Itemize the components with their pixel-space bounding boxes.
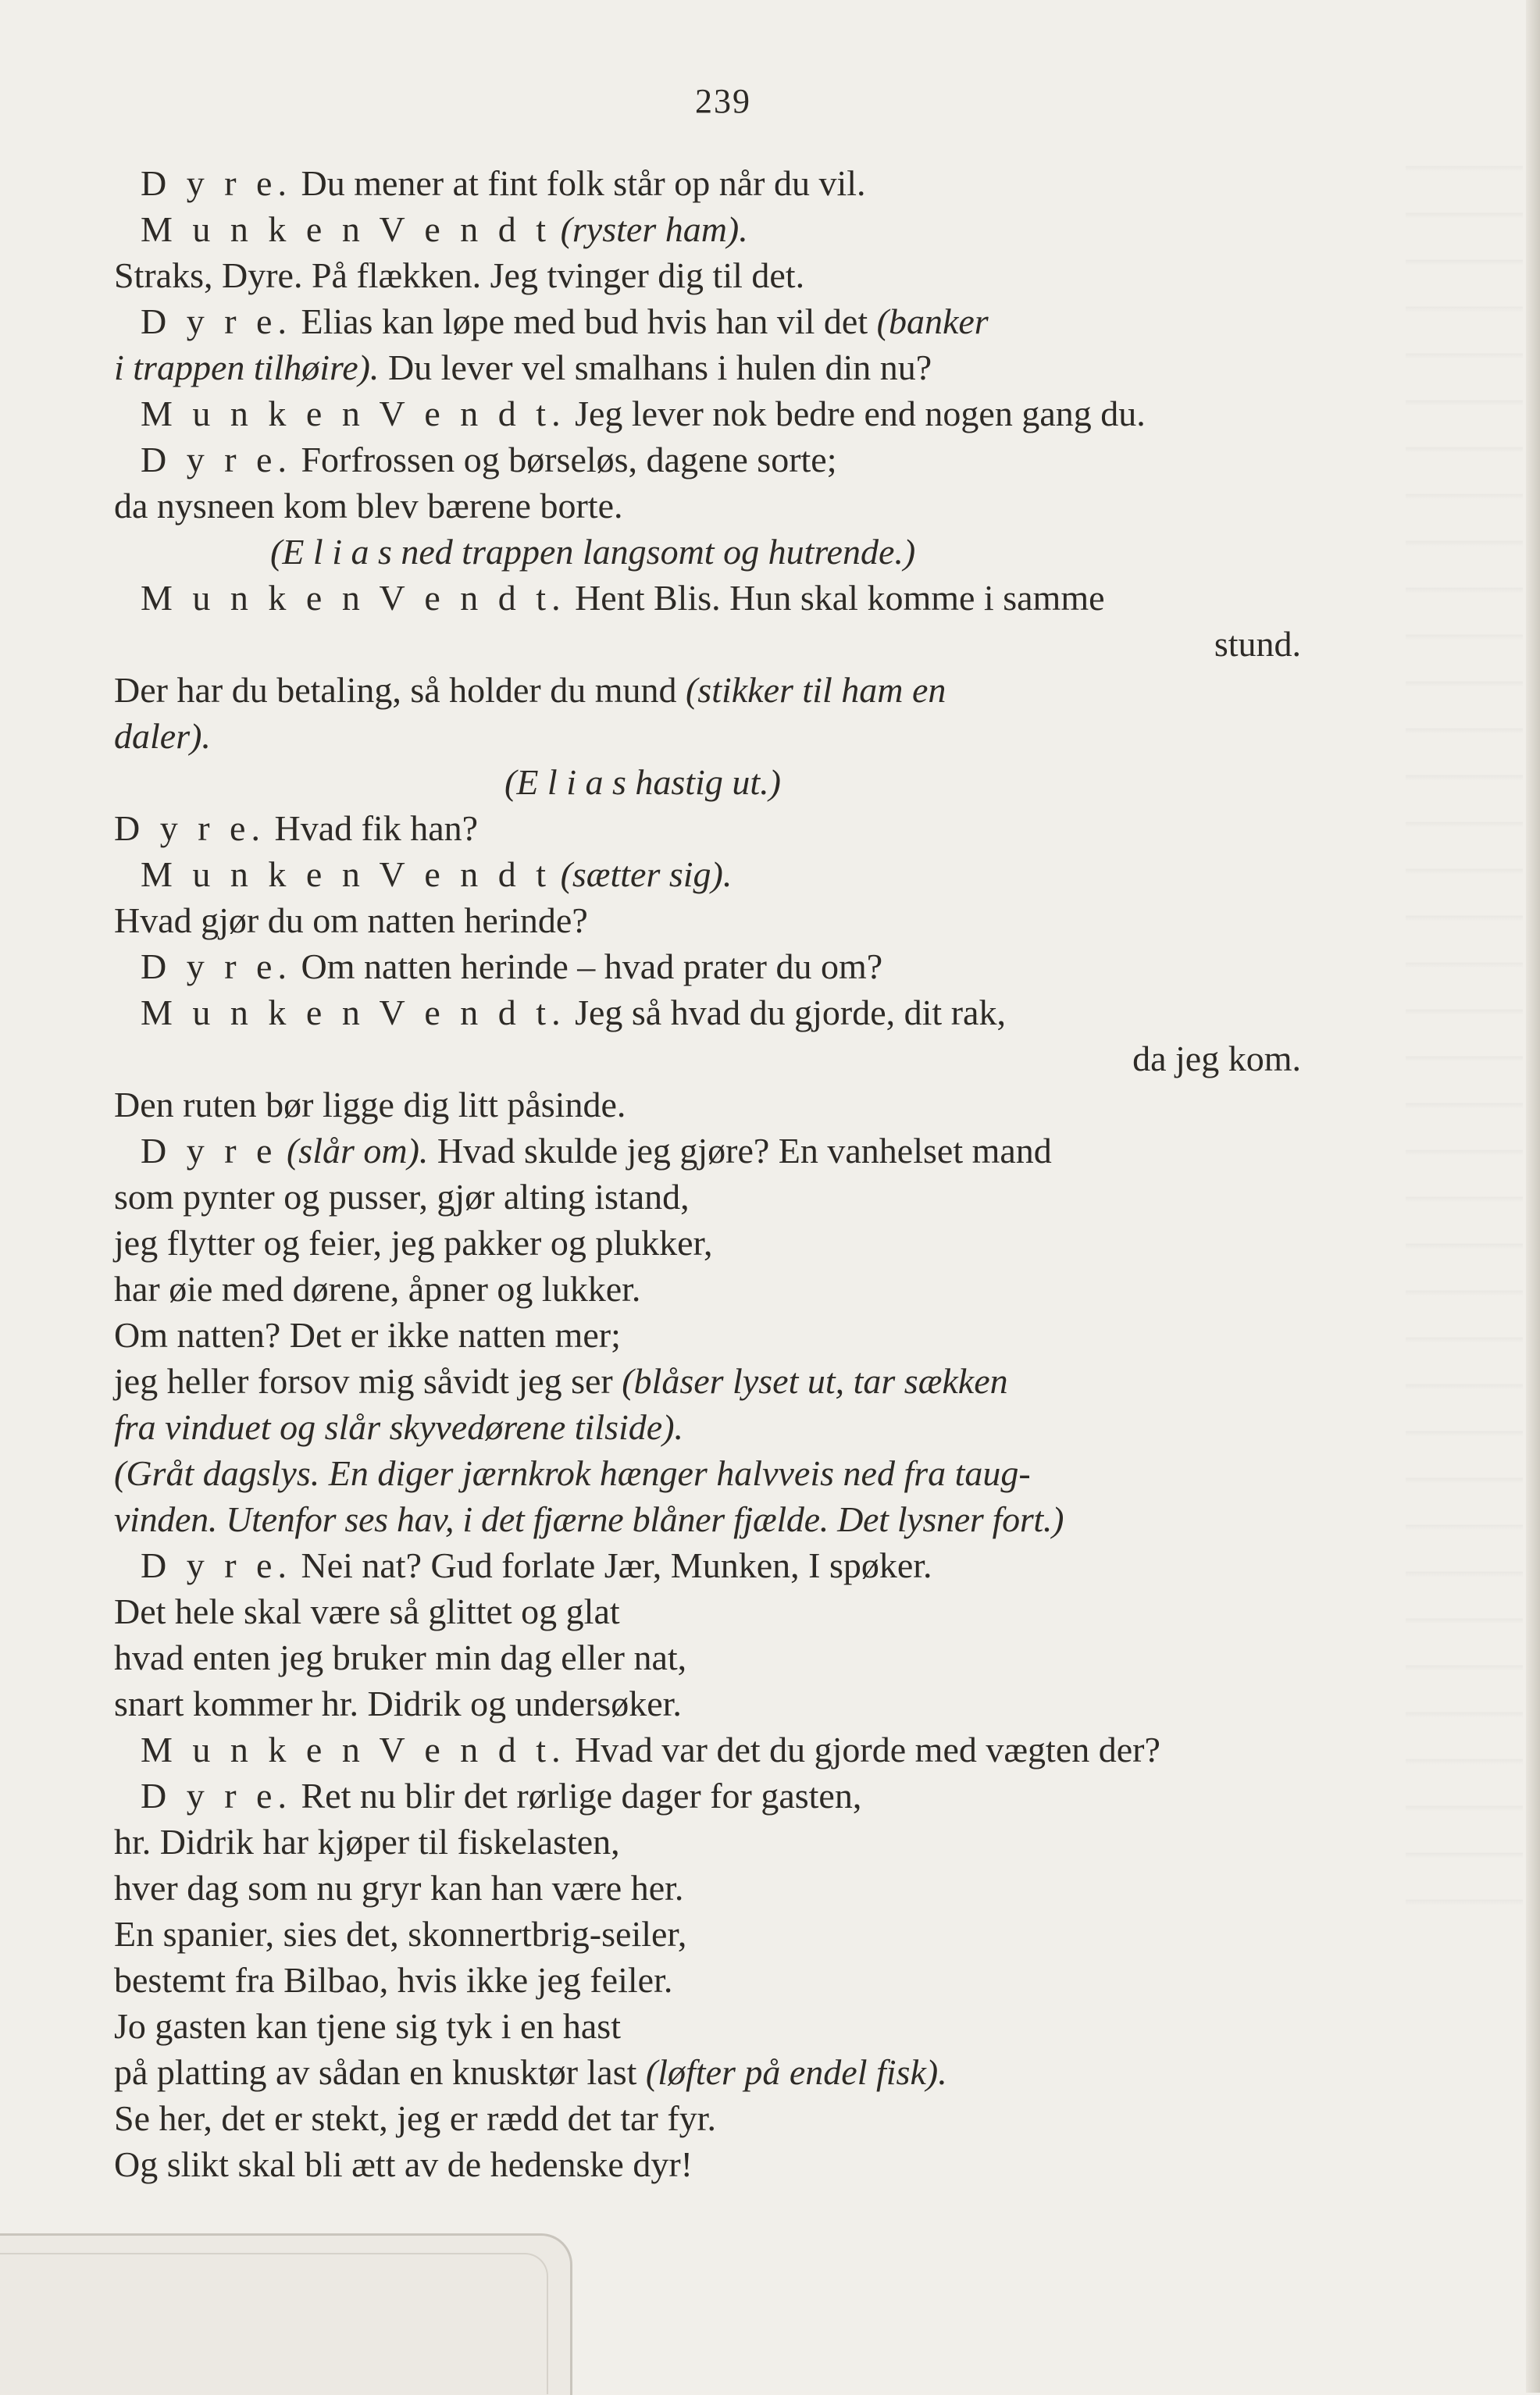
stage-direction: (løfter på endel fisk). bbox=[645, 2052, 947, 2092]
line-text bbox=[551, 209, 561, 249]
line-text: Du lever vel smalhans i hulen din nu? bbox=[379, 347, 932, 387]
stage-direction: i trappen tilhøire). bbox=[114, 347, 380, 387]
text-line bbox=[114, 1128, 1301, 1174]
text-line-right bbox=[114, 1035, 1301, 1082]
stage-direction: (stikker til ham en bbox=[685, 670, 946, 710]
line-text bbox=[277, 1131, 287, 1171]
text-line bbox=[114, 713, 1301, 759]
line-text: Og slikt skal bli ætt av de hedenske dyr! bbox=[114, 2144, 693, 2184]
line-text: En spanier, sies det, skonnertbrig-seiler, bbox=[114, 1914, 687, 1954]
stage-direction: (E l i a s hastig ut.) bbox=[504, 762, 781, 802]
play-text bbox=[114, 160, 1301, 2187]
text-line bbox=[114, 1496, 1301, 1542]
speaker-name: M u n k e n V e n d t. bbox=[141, 578, 566, 618]
speaker-name: M u n k e n V e n d t. bbox=[141, 1730, 566, 1770]
text-line bbox=[114, 206, 1301, 252]
line-text: Hvad fik han? bbox=[265, 808, 479, 848]
line-text: Jo gasten kan tjene sig tyk i en hast bbox=[114, 2006, 621, 2046]
stage-direction-line bbox=[114, 759, 1301, 805]
page-edge bbox=[1526, 0, 1540, 2393]
line-text: Om natten herinde – hvad prater du om? bbox=[291, 946, 883, 986]
text-line bbox=[114, 989, 1301, 1035]
text-line bbox=[114, 1680, 1301, 1727]
text-line bbox=[114, 1588, 1301, 1634]
line-text: Den ruten bør ligge dig litt påsinde. bbox=[114, 1085, 626, 1124]
text-line bbox=[114, 1266, 1301, 1312]
text-line bbox=[114, 1174, 1301, 1220]
text-line bbox=[114, 1957, 1301, 2003]
text-line bbox=[114, 1450, 1301, 1496]
text-line bbox=[114, 1634, 1301, 1680]
text-line bbox=[114, 1773, 1301, 1819]
line-text: som pynter og pusser, gjør alting istand, bbox=[114, 1177, 690, 1217]
line-text: snart kommer hr. Didrik og undersøker. bbox=[114, 1684, 682, 1723]
stage-direction: fra vinduet og slår skyvedørene tilside). bbox=[114, 1407, 684, 1447]
stage-direction: (Gråt dagslys. En diger jærnkrok hænger halvveis ned fra taug- bbox=[114, 1453, 1031, 1493]
line-text: jeg heller forsov mig såvidt jeg ser bbox=[114, 1361, 622, 1401]
text-line bbox=[114, 1865, 1301, 1911]
stage-direction-line bbox=[114, 529, 1301, 575]
text-line bbox=[114, 2049, 1301, 2095]
speaker-name: D y r e. bbox=[141, 163, 292, 203]
line-text: Jeg så hvad du gjorde, dit rak, bbox=[565, 993, 1006, 1032]
text-line bbox=[114, 943, 1301, 989]
speaker-name: D y r e. bbox=[141, 301, 292, 341]
line-text: Hent Blis. Hun skal komme i samme bbox=[565, 578, 1105, 618]
line-text: Se her, det er stekt, jeg er rædd det tar fyr. bbox=[114, 2098, 716, 2138]
line-text: på platting av sådan en knusktør last bbox=[114, 2052, 646, 2092]
text-line bbox=[114, 1220, 1301, 1266]
line-text: Nei nat? Gud forlate Jær, Munken, I spøker. bbox=[291, 1545, 932, 1585]
stage-direction: (E l i a s ned trappen langsomt og hutrende.) bbox=[270, 532, 916, 572]
text-line bbox=[114, 298, 1301, 344]
stage-direction: (blåser lyset ut, tar sækken bbox=[622, 1361, 1008, 1401]
stage-direction: (ryster ham). bbox=[560, 209, 748, 249]
text-line bbox=[114, 667, 1301, 713]
line-text: Jeg lever nok bedre end nogen gang du. bbox=[565, 394, 1146, 433]
line-text: stund. bbox=[1214, 624, 1301, 664]
text-line bbox=[114, 1404, 1301, 1450]
bleed-through bbox=[1406, 125, 1523, 1921]
line-text: hver dag som nu gryr kan han være her. bbox=[114, 1868, 684, 1908]
speaker-name: M u n k e n V e n d t. bbox=[141, 993, 566, 1032]
line-text: Straks, Dyre. På flækken. Jeg tvinger dig til det. bbox=[114, 255, 805, 295]
speaker-name: D y r e. bbox=[114, 808, 266, 848]
page-tab-inner-outline bbox=[0, 2253, 548, 2394]
text-line bbox=[114, 1358, 1301, 1404]
line-text: Du mener at fint folk står op når du vil. bbox=[291, 163, 866, 203]
text-line bbox=[114, 805, 1301, 851]
line-text: Der har du betaling, så holder du mund bbox=[114, 670, 686, 710]
line-text: jeg flytter og feier, jeg pakker og plukker, bbox=[114, 1223, 713, 1263]
text-line-right bbox=[114, 621, 1301, 667]
text-line bbox=[114, 897, 1301, 943]
text-line bbox=[114, 2141, 1301, 2187]
line-text: Elias kan løpe med bud hvis han vil det bbox=[291, 301, 877, 341]
text-line bbox=[114, 483, 1301, 529]
line-text: Hvad var det du gjorde med vægten der? bbox=[565, 1730, 1160, 1770]
line-text: da nysneen kom blev bærene borte. bbox=[114, 486, 623, 526]
line-text: har øie med dørene, åpner og lukker. bbox=[114, 1269, 641, 1309]
text-line bbox=[114, 2003, 1301, 2049]
line-text: Ret nu blir det rørlige dager for gasten, bbox=[291, 1776, 862, 1816]
speaker-name: D y r e. bbox=[141, 1776, 292, 1816]
text-line bbox=[114, 344, 1301, 390]
text-line bbox=[114, 1312, 1301, 1358]
line-text: Hvad gjør du om natten herinde? bbox=[114, 900, 588, 940]
line-text: Forfrossen og børseløs, dagene sorte; bbox=[291, 440, 837, 479]
line-text: hr. Didrik har kjøper til fiskelasten, bbox=[114, 1822, 620, 1862]
text-line bbox=[114, 1727, 1301, 1773]
stage-direction: daler). bbox=[114, 716, 211, 756]
speaker-name: D y r e. bbox=[141, 1545, 292, 1585]
stage-direction: (sætter sig). bbox=[560, 854, 733, 894]
speaker-name: D y r e. bbox=[141, 440, 292, 479]
stage-direction: (slår om). bbox=[286, 1131, 429, 1171]
text-line bbox=[114, 160, 1301, 206]
stage-direction: (banker bbox=[876, 301, 989, 341]
speaker-name: M u n k e n V e n d t bbox=[141, 209, 552, 249]
text-line bbox=[114, 2095, 1301, 2141]
page-number: 239 bbox=[695, 82, 751, 120]
text-line bbox=[114, 1819, 1301, 1865]
line-text: bestemt fra Bilbao, hvis ikke jeg feiler. bbox=[114, 1960, 673, 2000]
text-line bbox=[114, 437, 1301, 483]
speaker-name: D y r e. bbox=[141, 946, 292, 986]
line-text: da jeg kom. bbox=[1132, 1039, 1301, 1078]
text-line bbox=[114, 1911, 1301, 1957]
text-line bbox=[114, 390, 1301, 437]
speaker-name: D y r e bbox=[141, 1131, 278, 1171]
line-text: hvad enten jeg bruker min dag eller nat, bbox=[114, 1638, 687, 1677]
text-line bbox=[114, 575, 1301, 621]
text-line bbox=[114, 851, 1301, 897]
line-text: Hvad skulde jeg gjøre? En vanhelset mand bbox=[428, 1131, 1052, 1171]
stage-direction: vinden. Utenfor ses hav, i det fjærne blåner fjælde. Det lysner fort.) bbox=[114, 1499, 1064, 1539]
speaker-name: M u n k e n V e n d t bbox=[141, 854, 552, 894]
text-line bbox=[114, 1082, 1301, 1128]
line-text: Om natten? Det er ikke natten mer; bbox=[114, 1315, 621, 1355]
speaker-name: M u n k e n V e n d t. bbox=[141, 394, 566, 433]
text-line bbox=[114, 1542, 1301, 1588]
text-line bbox=[114, 252, 1301, 298]
line-text bbox=[551, 854, 561, 894]
line-text: Det hele skal være så glittet og glat bbox=[114, 1591, 620, 1631]
